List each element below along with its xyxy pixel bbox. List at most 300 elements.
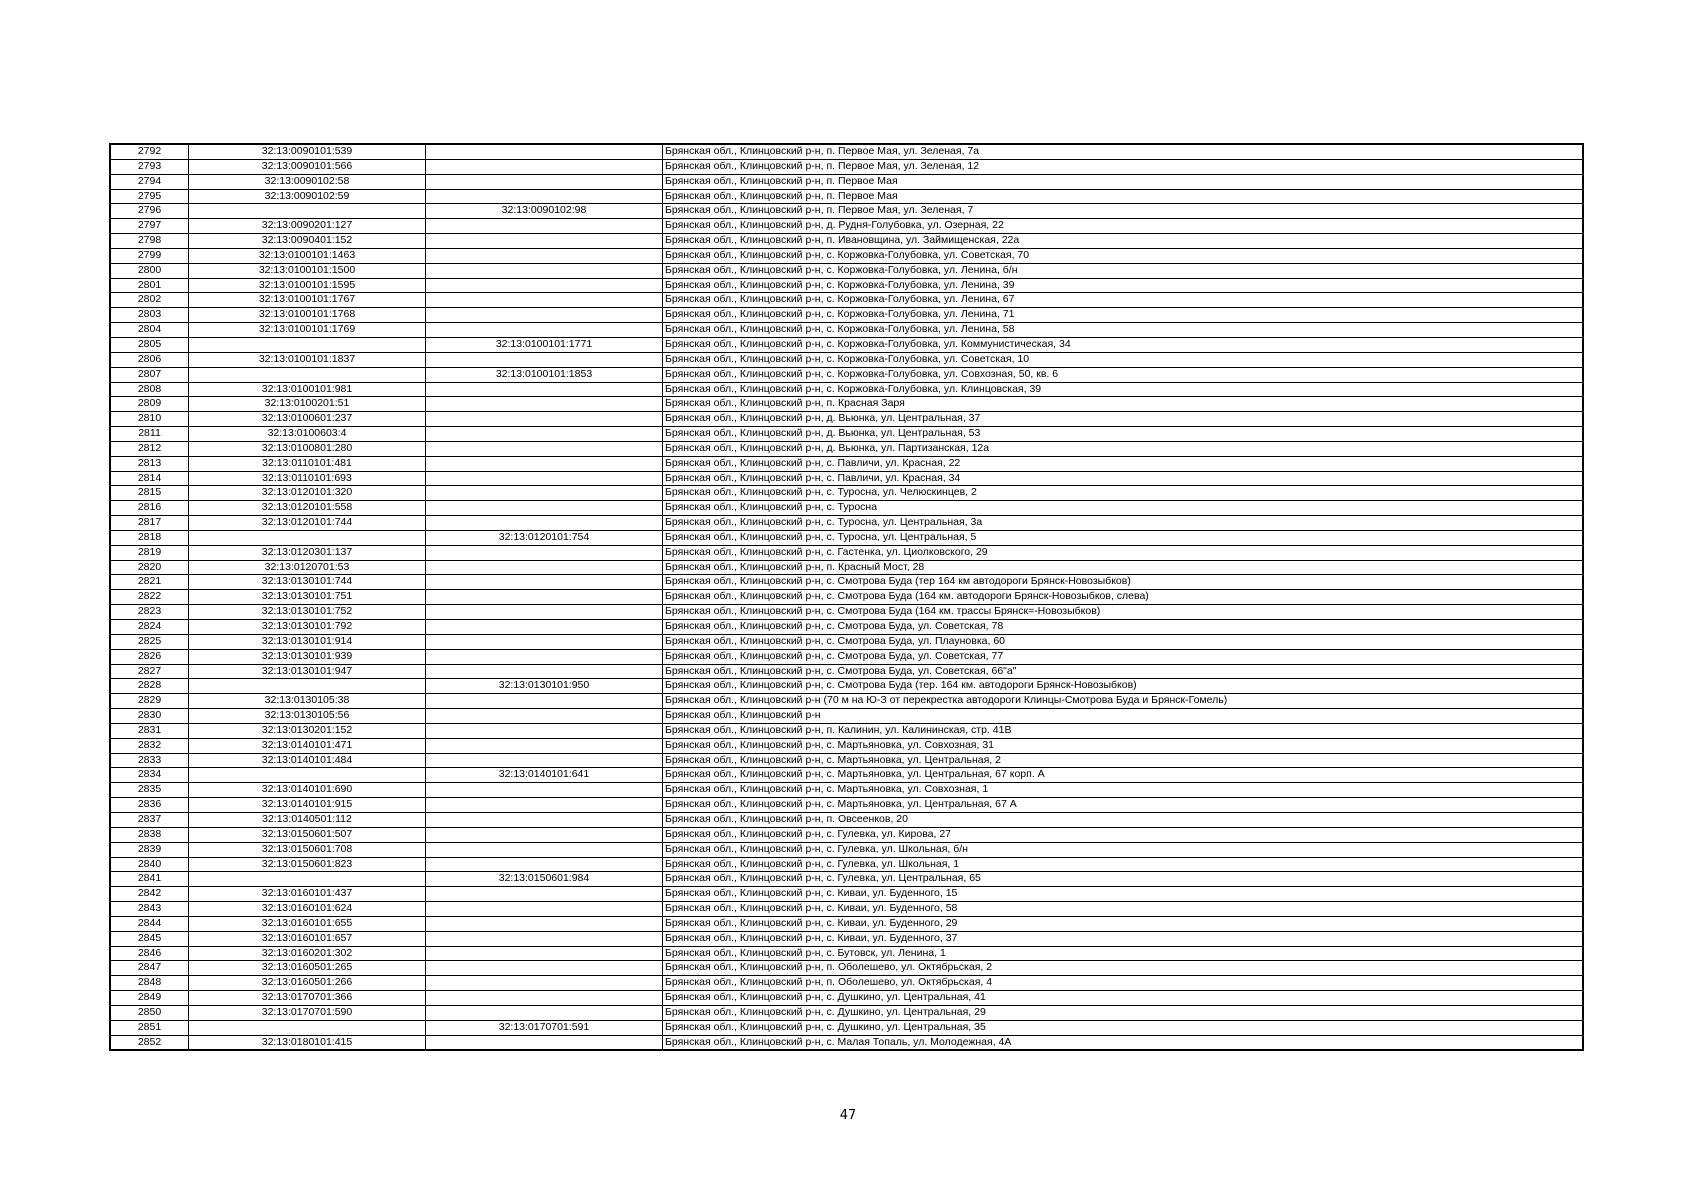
- cadastral-number-cell: 32:13:0170701:366: [189, 991, 426, 1006]
- cadastral-number-alt-cell: [426, 723, 663, 738]
- cadastral-number-cell: 32:13:0170701:590: [189, 1005, 426, 1020]
- row-number-cell: 2831: [110, 723, 189, 738]
- row-number-cell: 2814: [110, 471, 189, 486]
- cadastral-number-alt-cell: [426, 738, 663, 753]
- cadastral-number-alt-cell: [426, 293, 663, 308]
- row-number-cell: 2800: [110, 263, 189, 278]
- table-row: [110, 248, 1583, 263]
- cadastral-number-cell: 32:13:0160101:624: [189, 902, 426, 917]
- cadastral-number-alt-cell: [426, 1035, 663, 1050]
- cadastral-number-cell: 32:13:0140101:915: [189, 798, 426, 813]
- cadastral-number-alt-cell: [426, 634, 663, 649]
- address-cell: Брянская обл., Клинцовский р-н, с. Гулевка, ул. Центральная, 65: [663, 872, 1584, 887]
- cadastral-number-cell: 32:13:0100101:1463: [189, 248, 426, 263]
- address-cell: Брянская обл., Клинцовский р-н, с. Гулевка, ул. Школьная, б/н: [663, 842, 1584, 857]
- address-cell: Брянская обл., Клинцовский р-н, с. Киваи, ул. Буденного, 37: [663, 931, 1584, 946]
- cadastral-number-cell: 32:13:0090102:58: [189, 174, 426, 189]
- cadastral-number-alt-cell: 32:13:0090102:98: [426, 204, 663, 219]
- table-row: [110, 352, 1583, 367]
- cadastral-number-cell: [189, 679, 426, 694]
- cadastral-table: [109, 143, 1584, 1051]
- cadastral-number-cell: 32:13:0120101:320: [189, 486, 426, 501]
- cadastral-number-cell: 32:13:0160501:266: [189, 976, 426, 991]
- cadastral-number-alt-cell: [426, 664, 663, 679]
- cadastral-number-cell: [189, 337, 426, 352]
- address-cell: Брянская обл., Клинцовский р-н, с. Смотрова Буда (164 км. трассы Брянск=-Новозыбков): [663, 605, 1584, 620]
- cadastral-number-cell: [189, 204, 426, 219]
- cadastral-number-alt-cell: [426, 842, 663, 857]
- cadastral-number-alt-cell: [426, 219, 663, 234]
- cadastral-number-alt-cell: [426, 694, 663, 709]
- cadastral-number-alt-cell: [426, 812, 663, 827]
- cadastral-number-cell: [189, 530, 426, 545]
- row-number-cell: 2843: [110, 902, 189, 917]
- cadastral-number-cell: 32:13:0150601:823: [189, 857, 426, 872]
- table-row: [110, 308, 1583, 323]
- cadastral-number-cell: 32:13:0120101:744: [189, 516, 426, 531]
- cadastral-number-cell: 32:13:0150601:708: [189, 842, 426, 857]
- table-row: [110, 679, 1583, 694]
- table-row: [110, 1035, 1583, 1050]
- table-row: [110, 738, 1583, 753]
- address-cell: Брянская обл., Клинцовский р-н, п. Оболешево, ул. Октябрьская, 4: [663, 976, 1584, 991]
- row-number-cell: 2820: [110, 560, 189, 575]
- cadastral-number-cell: 32:13:0130201:152: [189, 723, 426, 738]
- cadastral-number-alt-cell: [426, 248, 663, 263]
- table-row: [110, 516, 1583, 531]
- row-number-cell: 2842: [110, 887, 189, 902]
- address-cell: Брянская обл., Клинцовский р-н, с. Смотрова Буда, ул. Плауновка, 60: [663, 634, 1584, 649]
- row-number-cell: 2811: [110, 427, 189, 442]
- row-number-cell: 2813: [110, 456, 189, 471]
- table-row: [110, 189, 1583, 204]
- cadastral-number-alt-cell: [426, 620, 663, 635]
- cadastral-number-alt-cell: [426, 397, 663, 412]
- address-cell: Брянская обл., Клинцовский р-н: [663, 709, 1584, 724]
- cadastral-number-alt-cell: [426, 382, 663, 397]
- cadastral-number-cell: 32:13:0100101:1595: [189, 278, 426, 293]
- cadastral-number-cell: 32:13:0160501:265: [189, 961, 426, 976]
- row-number-cell: 2846: [110, 946, 189, 961]
- table-row: [110, 768, 1583, 783]
- cadastral-number-alt-cell: [426, 887, 663, 902]
- cadastral-number-alt-cell: [426, 961, 663, 976]
- cadastral-number-cell: 32:13:0160201:302: [189, 946, 426, 961]
- address-cell: Брянская обл., Клинцовский р-н, с. Гастенка, ул. Циолковского, 29: [663, 545, 1584, 560]
- row-number-cell: 2836: [110, 798, 189, 813]
- table-row: [110, 219, 1583, 234]
- address-cell: Брянская обл., Клинцовский р-н, д. Вьюнка, ул. Партизанская, 12а: [663, 441, 1584, 456]
- address-cell: Брянская обл., Клинцовский р-н, п. Первое Мая: [663, 189, 1584, 204]
- address-cell: Брянская обл., Клинцовский р-н, с. Павличи, ул. Красная, 22: [663, 456, 1584, 471]
- table-row: [110, 887, 1583, 902]
- address-cell: Брянская обл., Клинцовский р-н, п. Калинин, ул. Калининская, стр. 41В: [663, 723, 1584, 738]
- cadastral-number-alt-cell: 32:13:0130101:950: [426, 679, 663, 694]
- address-cell: Брянская обл., Клинцовский р-н, п. Оболешево, ул. Октябрьская, 2: [663, 961, 1584, 976]
- cadastral-number-cell: 32:13:0160101:657: [189, 931, 426, 946]
- row-number-cell: 2819: [110, 545, 189, 560]
- cadastral-number-cell: 32:13:0100201:51: [189, 397, 426, 412]
- cadastral-number-alt-cell: [426, 174, 663, 189]
- row-number-cell: 2830: [110, 709, 189, 724]
- table-row: [110, 367, 1583, 382]
- table-row: [110, 946, 1583, 961]
- cadastral-number-cell: 32:13:0090101:566: [189, 159, 426, 174]
- table-row: [110, 293, 1583, 308]
- table-row: [110, 159, 1583, 174]
- cadastral-number-alt-cell: [426, 412, 663, 427]
- table-row: [110, 427, 1583, 442]
- table-row: [110, 931, 1583, 946]
- address-cell: Брянская обл., Клинцовский р-н, с. Гулевка, ул. Школьная, 1: [663, 857, 1584, 872]
- row-number-cell: 2815: [110, 486, 189, 501]
- address-cell: Брянская обл., Клинцовский р-н, с. Мартьяновка, ул. Центральная, 2: [663, 753, 1584, 768]
- table-row: [110, 174, 1583, 189]
- cadastral-number-cell: 32:13:0140501:112: [189, 812, 426, 827]
- cadastral-number-alt-cell: 32:13:0150601:984: [426, 872, 663, 887]
- cadastral-number-alt-cell: [426, 857, 663, 872]
- address-cell: Брянская обл., Клинцовский р-н, с. Гулевка, ул. Кирова, 27: [663, 827, 1584, 842]
- address-cell: Брянская обл., Клинцовский р-н, с. Бутовск, ул. Ленина, 1: [663, 946, 1584, 961]
- address-cell: Брянская обл., Клинцовский р-н, с. Смотрова Буда (164 км. автодороги Брянск-Новозыбков, слева): [663, 590, 1584, 605]
- cadastral-number-cell: 32:13:0100603:4: [189, 427, 426, 442]
- table-row: [110, 204, 1583, 219]
- address-cell: Брянская обл., Клинцовский р-н, с. Киваи, ул. Буденного, 29: [663, 916, 1584, 931]
- address-cell: Брянская обл., Клинцовский р-н, п. Красная Заря: [663, 397, 1584, 412]
- table-row: [110, 798, 1583, 813]
- row-number-cell: 2795: [110, 189, 189, 204]
- cadastral-number-cell: [189, 768, 426, 783]
- row-number-cell: 2818: [110, 530, 189, 545]
- cadastral-number-alt-cell: [426, 1005, 663, 1020]
- table-row: [110, 278, 1583, 293]
- row-number-cell: 2851: [110, 1020, 189, 1035]
- address-cell: Брянская обл., Клинцовский р-н, с. Смотрова Буда (тер 164 км автодороги Брянск-Новозыбков): [663, 575, 1584, 590]
- cadastral-number-alt-cell: 32:13:0100101:1771: [426, 337, 663, 352]
- cadastral-number-cell: 32:13:0130101:744: [189, 575, 426, 590]
- address-cell: Брянская обл., Клинцовский р-н, п. Ивановщина, ул. Займищенская, 22а: [663, 234, 1584, 249]
- cadastral-number-alt-cell: [426, 234, 663, 249]
- row-number-cell: 2824: [110, 620, 189, 635]
- cadastral-number-alt-cell: [426, 189, 663, 204]
- cadastral-number-alt-cell: [426, 308, 663, 323]
- cadastral-number-cell: 32:13:0130101:792: [189, 620, 426, 635]
- row-number-cell: 2817: [110, 516, 189, 531]
- table-row: [110, 827, 1583, 842]
- table-row: [110, 441, 1583, 456]
- table-row: [110, 634, 1583, 649]
- address-cell: Брянская обл., Клинцовский р-н, п. Овсеенков, 20: [663, 812, 1584, 827]
- address-cell: Брянская обл., Клинцовский р-н, с. Смотрова Буда, ул. Советская, 77: [663, 649, 1584, 664]
- row-number-cell: 2793: [110, 159, 189, 174]
- row-number-cell: 2832: [110, 738, 189, 753]
- table-row: [110, 456, 1583, 471]
- row-number-cell: 2841: [110, 872, 189, 887]
- address-cell: Брянская обл., Клинцовский р-н, с. Душкино, ул. Центральная, 41: [663, 991, 1584, 1006]
- row-number-cell: 2797: [110, 219, 189, 234]
- address-cell: Брянская обл., Клинцовский р-н, с. Мартьяновка, ул. Центральная, 67 корп. А: [663, 768, 1584, 783]
- table-row: [110, 382, 1583, 397]
- row-number-cell: 2829: [110, 694, 189, 709]
- row-number-cell: 2809: [110, 397, 189, 412]
- cadastral-number-alt-cell: [426, 263, 663, 278]
- table-row: [110, 575, 1583, 590]
- row-number-cell: 2838: [110, 827, 189, 842]
- table-row: [110, 857, 1583, 872]
- address-cell: Брянская обл., Клинцовский р-н, с. Коржовка-Голубовка, ул. Ленина, 71: [663, 308, 1584, 323]
- cadastral-number-cell: 32:13:0110101:693: [189, 471, 426, 486]
- table-row: [110, 545, 1583, 560]
- row-number-cell: 2802: [110, 293, 189, 308]
- address-cell: Брянская обл., Клинцовский р-н, с. Коржовка-Голубовка, ул. Советская, 10: [663, 352, 1584, 367]
- row-number-cell: 2821: [110, 575, 189, 590]
- cadastral-number-alt-cell: [426, 516, 663, 531]
- row-number-cell: 2816: [110, 501, 189, 516]
- cadastral-number-cell: [189, 1020, 426, 1035]
- cadastral-number-alt-cell: [426, 486, 663, 501]
- cadastral-number-cell: 32:13:0180101:415: [189, 1035, 426, 1050]
- cadastral-number-alt-cell: [426, 709, 663, 724]
- table-row: [110, 530, 1583, 545]
- cadastral-number-alt-cell: [426, 278, 663, 293]
- table-row: [110, 323, 1583, 338]
- cadastral-number-cell: 32:13:0090401:152: [189, 234, 426, 249]
- row-number-cell: 2801: [110, 278, 189, 293]
- cadastral-number-alt-cell: [426, 798, 663, 813]
- table-row: [110, 961, 1583, 976]
- table-row: [110, 590, 1583, 605]
- cadastral-number-cell: 32:13:0100101:981: [189, 382, 426, 397]
- address-cell: Брянская обл., Клинцовский р-н, с. Мартьяновка, ул. Центральная, 67 А: [663, 798, 1584, 813]
- cadastral-number-cell: 32:13:0140101:471: [189, 738, 426, 753]
- address-cell: Брянская обл., Клинцовский р-н, с. Коржовка-Голубовка, ул. Коммунистическая, 34: [663, 337, 1584, 352]
- cadastral-number-alt-cell: [426, 753, 663, 768]
- address-cell: Брянская обл., Клинцовский р-н, с. Коржовка-Голубовка, ул. Клинцовская, 39: [663, 382, 1584, 397]
- cadastral-number-alt-cell: 32:13:0140101:641: [426, 768, 663, 783]
- address-cell: Брянская обл., Клинцовский р-н, с. Коржовка-Голубовка, ул. Ленина, 39: [663, 278, 1584, 293]
- cadastral-number-cell: 32:13:0130101:947: [189, 664, 426, 679]
- row-number-cell: 2844: [110, 916, 189, 931]
- cadastral-number-cell: 32:13:0090201:127: [189, 219, 426, 234]
- address-cell: Брянская обл., Клинцовский р-н, с. Мартьяновка, ул. Совхозная, 1: [663, 783, 1584, 798]
- table-row: [110, 783, 1583, 798]
- cadastral-number-alt-cell: [426, 427, 663, 442]
- cadastral-number-alt-cell: [426, 441, 663, 456]
- cadastral-number-cell: 32:13:0110101:481: [189, 456, 426, 471]
- address-cell: Брянская обл., Клинцовский р-н, с. Туросна: [663, 501, 1584, 516]
- cadastral-number-cell: 32:13:0100101:1768: [189, 308, 426, 323]
- row-number-cell: 2812: [110, 441, 189, 456]
- row-number-cell: 2804: [110, 323, 189, 338]
- row-number-cell: 2794: [110, 174, 189, 189]
- row-number-cell: 2837: [110, 812, 189, 827]
- table-row: [110, 709, 1583, 724]
- cadastral-number-alt-cell: [426, 456, 663, 471]
- row-number-cell: 2852: [110, 1035, 189, 1050]
- address-cell: Брянская обл., Клинцовский р-н, с. Павличи, ул. Красная, 34: [663, 471, 1584, 486]
- address-cell: Брянская обл., Клинцовский р-н, с. Смотрова Буда (тер. 164 км. автодороги Брянск-Новозыбков): [663, 679, 1584, 694]
- cadastral-number-cell: 32:13:0120701:53: [189, 560, 426, 575]
- cadastral-number-alt-cell: 32:13:0100101:1853: [426, 367, 663, 382]
- row-number-cell: 2806: [110, 352, 189, 367]
- cadastral-number-cell: 32:13:0130101:751: [189, 590, 426, 605]
- cadastral-number-cell: 32:13:0100101:1837: [189, 352, 426, 367]
- address-cell: Брянская обл., Клинцовский р-н, с. Душкино, ул. Центральная, 35: [663, 1020, 1584, 1035]
- row-number-cell: 2835: [110, 783, 189, 798]
- cadastral-number-alt-cell: [426, 144, 663, 159]
- cadastral-number-alt-cell: [426, 902, 663, 917]
- address-cell: Брянская обл., Клинцовский р-н, с. Душкино, ул. Центральная, 29: [663, 1005, 1584, 1020]
- cadastral-number-alt-cell: [426, 916, 663, 931]
- address-cell: Брянская обл., Клинцовский р-н, с. Туросна, ул. Центральная, 3а: [663, 516, 1584, 531]
- row-number-cell: 2803: [110, 308, 189, 323]
- address-cell: Брянская обл., Клинцовский р-н, с. Коржовка-Голубовка, ул. Ленина, 58: [663, 323, 1584, 338]
- cadastral-number-alt-cell: [426, 471, 663, 486]
- table-body: [110, 144, 1583, 1050]
- cadastral-number-alt-cell: 32:13:0170701:591: [426, 1020, 663, 1035]
- cadastral-number-alt-cell: [426, 946, 663, 961]
- table-row: [110, 471, 1583, 486]
- table-row: [110, 234, 1583, 249]
- row-number-cell: 2834: [110, 768, 189, 783]
- table-row: [110, 486, 1583, 501]
- table-row: [110, 605, 1583, 620]
- row-number-cell: 2825: [110, 634, 189, 649]
- address-cell: Брянская обл., Клинцовский р-н, п. Первое Мая, ул. Зеленая, 7: [663, 204, 1584, 219]
- cadastral-number-alt-cell: [426, 159, 663, 174]
- row-number-cell: 2808: [110, 382, 189, 397]
- row-number-cell: 2828: [110, 679, 189, 694]
- row-number-cell: 2833: [110, 753, 189, 768]
- cadastral-number-alt-cell: [426, 931, 663, 946]
- table-row: [110, 916, 1583, 931]
- row-number-cell: 2839: [110, 842, 189, 857]
- table-row: [110, 649, 1583, 664]
- row-number-cell: 2822: [110, 590, 189, 605]
- cadastral-number-alt-cell: [426, 352, 663, 367]
- table-row: [110, 812, 1583, 827]
- cadastral-number-cell: 32:13:0090101:539: [189, 144, 426, 159]
- row-number-cell: 2848: [110, 976, 189, 991]
- cadastral-number-alt-cell: [426, 649, 663, 664]
- cadastral-number-cell: 32:13:0100101:1767: [189, 293, 426, 308]
- table-row: [110, 872, 1583, 887]
- cadastral-number-alt-cell: [426, 501, 663, 516]
- address-cell: Брянская обл., Клинцовский р-н, п. Первое Мая, ул. Зеленая, 12: [663, 159, 1584, 174]
- cadastral-number-cell: 32:13:0150601:507: [189, 827, 426, 842]
- cadastral-number-alt-cell: [426, 783, 663, 798]
- address-cell: Брянская обл., Клинцовский р-н, с. Коржовка-Голубовка, ул. Совхозная, 50, кв. 6: [663, 367, 1584, 382]
- row-number-cell: 2799: [110, 248, 189, 263]
- address-cell: Брянская обл., Клинцовский р-н, с. Киваи, ул. Буденного, 58: [663, 902, 1584, 917]
- cadastral-number-cell: 32:13:0130101:914: [189, 634, 426, 649]
- cadastral-number-cell: 32:13:0100601:237: [189, 412, 426, 427]
- address-cell: Брянская обл., Клинцовский р-н, с. Туросна, ул. Центральная, 5: [663, 530, 1584, 545]
- cadastral-number-alt-cell: [426, 590, 663, 605]
- table-row: [110, 263, 1583, 278]
- cadastral-number-cell: 32:13:0120101:558: [189, 501, 426, 516]
- table-row: [110, 1020, 1583, 1035]
- cadastral-number-cell: 32:13:0140101:484: [189, 753, 426, 768]
- cadastral-number-cell: 32:13:0160101:437: [189, 887, 426, 902]
- address-cell: Брянская обл., Клинцовский р-н, с. Малая Топаль, ул. Молодежная, 4А: [663, 1035, 1584, 1050]
- table-row: [110, 1005, 1583, 1020]
- table-row: [110, 976, 1583, 991]
- cadastral-number-alt-cell: [426, 605, 663, 620]
- address-cell: Брянская обл., Клинцовский р-н, с. Коржовка-Голубовка, ул. Ленина, б/н: [663, 263, 1584, 278]
- row-number-cell: 2810: [110, 412, 189, 427]
- cadastral-number-alt-cell: [426, 575, 663, 590]
- cadastral-number-cell: 32:13:0100101:1769: [189, 323, 426, 338]
- cadastral-number-cell: 32:13:0140101:690: [189, 783, 426, 798]
- table-row: [110, 902, 1583, 917]
- cadastral-number-cell: 32:13:0130105:38: [189, 694, 426, 709]
- address-cell: Брянская обл., Клинцовский р-н, п. Первое Мая, ул. Зеленая, 7а: [663, 144, 1584, 159]
- row-number-cell: 2805: [110, 337, 189, 352]
- row-number-cell: 2796: [110, 204, 189, 219]
- table-row: [110, 397, 1583, 412]
- cadastral-number-cell: 32:13:0160101:655: [189, 916, 426, 931]
- cadastral-number-alt-cell: 32:13:0120101:754: [426, 530, 663, 545]
- table-row: [110, 337, 1583, 352]
- cadastral-number-cell: 32:13:0130105:56: [189, 709, 426, 724]
- row-number-cell: 2826: [110, 649, 189, 664]
- table-row: [110, 412, 1583, 427]
- row-number-cell: 2823: [110, 605, 189, 620]
- table-row: [110, 144, 1583, 159]
- page-number: 47: [839, 1108, 857, 1123]
- cadastral-number-cell: 32:13:0100101:1500: [189, 263, 426, 278]
- table-row: [110, 723, 1583, 738]
- cadastral-number-alt-cell: [426, 991, 663, 1006]
- table-row: [110, 991, 1583, 1006]
- cadastral-number-alt-cell: [426, 827, 663, 842]
- cadastral-number-cell: 32:13:0090102:59: [189, 189, 426, 204]
- row-number-cell: 2850: [110, 1005, 189, 1020]
- table-row: [110, 620, 1583, 635]
- address-cell: Брянская обл., Клинцовский р-н, п. Красный Мост, 28: [663, 560, 1584, 575]
- address-cell: Брянская обл., Клинцовский р-н, с. Туросна, ул. Челюскинцев, 2: [663, 486, 1584, 501]
- address-cell: Брянская обл., Клинцовский р-н, с. Киваи, ул. Буденного, 15: [663, 887, 1584, 902]
- table-row: [110, 560, 1583, 575]
- row-number-cell: 2840: [110, 857, 189, 872]
- row-number-cell: 2807: [110, 367, 189, 382]
- address-cell: Брянская обл., Клинцовский р-н, с. Коржовка-Голубовка, ул. Ленина, 67: [663, 293, 1584, 308]
- address-cell: Брянская обл., Клинцовский р-н, п. Первое Мая: [663, 174, 1584, 189]
- address-cell: Брянская обл., Клинцовский р-н, с. Смотрова Буда, ул. Советская, 78: [663, 620, 1584, 635]
- row-number-cell: 2847: [110, 961, 189, 976]
- cadastral-number-cell: 32:13:0130101:939: [189, 649, 426, 664]
- table-row: [110, 694, 1583, 709]
- cadastral-number-cell: [189, 872, 426, 887]
- table-row: [110, 842, 1583, 857]
- address-cell: Брянская обл., Клинцовский р-н, с. Смотрова Буда, ул. Советская, 66"а": [663, 664, 1584, 679]
- address-cell: Брянская обл., Клинцовский р-н, д. Вьюнка, ул. Центральная, 53: [663, 427, 1584, 442]
- row-number-cell: 2845: [110, 931, 189, 946]
- cadastral-number-cell: 32:13:0100801:280: [189, 441, 426, 456]
- cadastral-number-cell: 32:13:0120301:137: [189, 545, 426, 560]
- address-cell: Брянская обл., Клинцовский р-н, д. Вьюнка, ул. Центральная, 37: [663, 412, 1584, 427]
- row-number-cell: 2798: [110, 234, 189, 249]
- cadastral-number-alt-cell: [426, 545, 663, 560]
- address-cell: Брянская обл., Клинцовский р-н (70 м на Ю-З от перекрестка автодороги Клинцы-Смотрова Буда и Брянск-Гомель): [663, 694, 1584, 709]
- address-cell: Брянская обл., Клинцовский р-н, с. Мартьяновка, ул. Совхозная, 31: [663, 738, 1584, 753]
- cadastral-number-alt-cell: [426, 560, 663, 575]
- cadastral-number-cell: [189, 367, 426, 382]
- row-number-cell: 2827: [110, 664, 189, 679]
- address-cell: Брянская обл., Клинцовский р-н, д. Рудня-Голубовка, ул. Озерная, 22: [663, 219, 1584, 234]
- cadastral-number-alt-cell: [426, 323, 663, 338]
